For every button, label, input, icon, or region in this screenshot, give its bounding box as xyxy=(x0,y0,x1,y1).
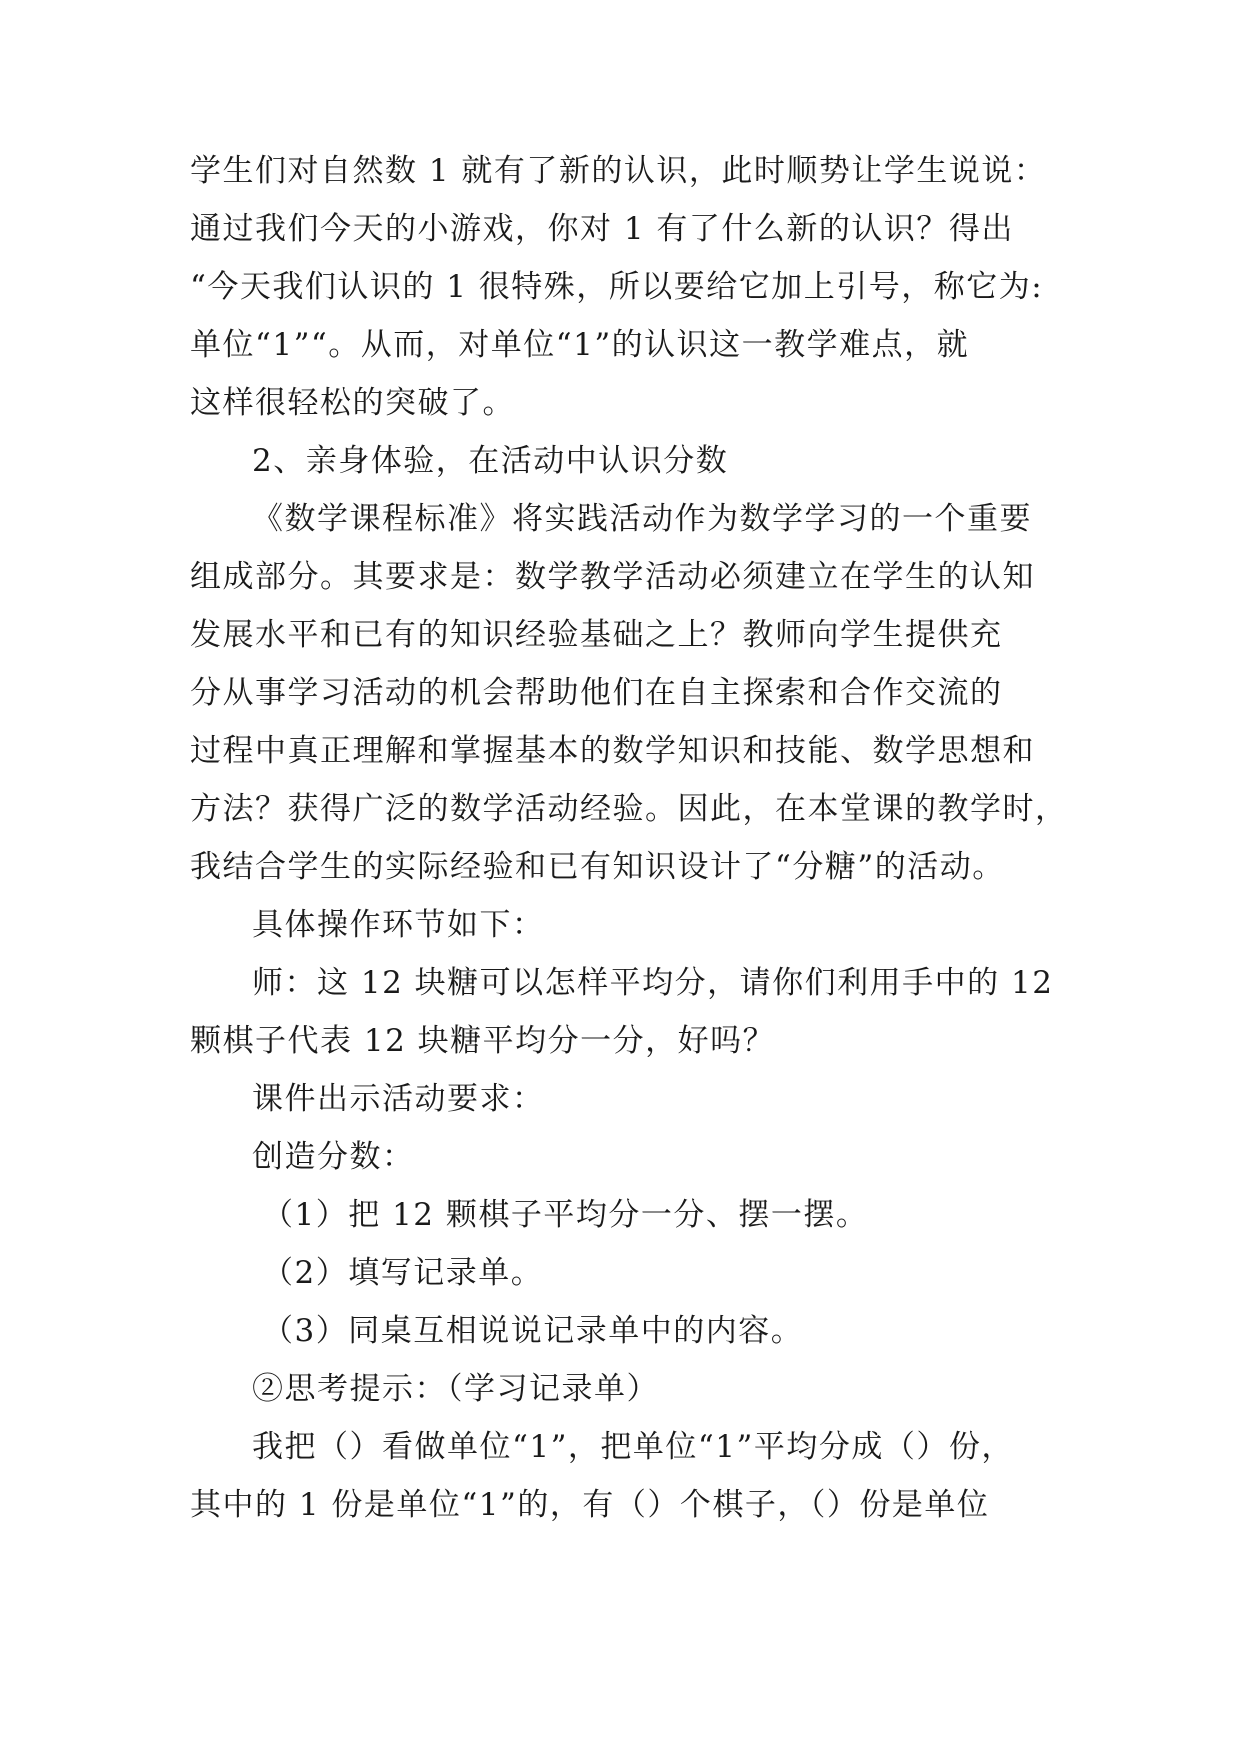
text-line: 方法？获得广泛的数学活动经验。因此，在本堂课的教学时， xyxy=(190,791,1068,827)
paragraph-start: 师：这 12 块糖可以怎样平均分，请你们利用手中的 12 xyxy=(252,965,1054,1001)
text-line: “今天我们认识的 1 很特殊，所以要给它加上引号，称它为: xyxy=(190,269,1044,305)
text-line: 学生们对自然数 1 就有了新的认识，此时顺势让学生说说： xyxy=(190,153,1047,189)
text-line: 通过我们今天的小游戏，你对 1 有了什么新的认识？得出 xyxy=(190,211,1014,247)
text-line: 组成部分。其要求是：数学教学活动必须建立在学生的认知 xyxy=(190,559,1035,595)
text-line: 分从事学习活动的机会帮助他们在自主探索和合作交流的 xyxy=(190,675,1003,711)
text-line: 我结合学生的实际经验和已有知识设计了“分糖”的活动。 xyxy=(190,849,1005,885)
paragraph-start: 我把（）看做单位“1”，把单位“1”平均分成（）份， xyxy=(252,1429,1014,1465)
paragraph-start: 课件出示活动要求： xyxy=(252,1081,545,1117)
section-heading: 2、亲身体验，在活动中认识分数 xyxy=(252,443,729,479)
paragraph-start: 创造分数： xyxy=(252,1139,415,1175)
text-line: 这样很轻松的突破了。 xyxy=(190,385,515,421)
text-line: 颗棋子代表 12 块糖平均分一分，好吗？ xyxy=(190,1023,776,1059)
text-line: 单位“1”“。从而，对单位“1”的认识这一教学难点，就 xyxy=(190,327,970,363)
list-item: （1）把 12 颗棋子平均分一分、摆一摆。 xyxy=(262,1197,869,1233)
text-line: 其中的 1 份是单位“1”的，有（）个棋子，（）份是单位 xyxy=(190,1487,990,1523)
list-item: （2）填写记录单。 xyxy=(262,1255,544,1291)
paragraph-start: 具体操作环节如下： xyxy=(252,907,545,943)
text-line: 发展水平和已有的知识经验基础之上？教师向学生提供充 xyxy=(190,617,1003,653)
paragraph-start: 《数学课程标准》将实践活动作为数学学习的一个重要 xyxy=(252,501,1032,537)
list-item: （3）同桌互相说说记录单中的内容。 xyxy=(262,1313,804,1349)
text-line: 过程中真正理解和掌握基本的数学知识和技能、数学思想和 xyxy=(190,733,1035,769)
paragraph-start: ②思考提示：（学习记录单） xyxy=(252,1371,659,1407)
